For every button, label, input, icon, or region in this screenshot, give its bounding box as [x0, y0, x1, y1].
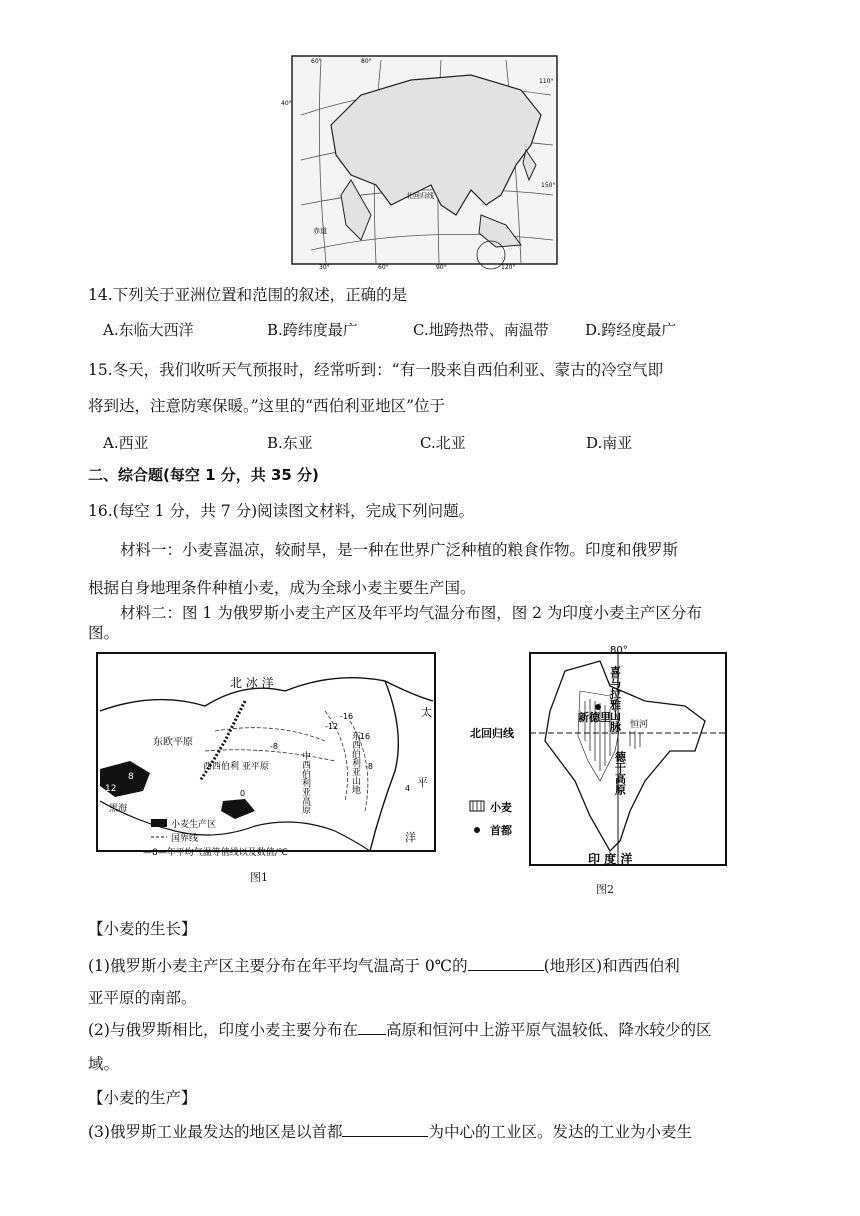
isotherm-value: -16: [340, 712, 354, 721]
q16-2-text-a: (2)与俄罗斯相比，印度小麦主要分布在: [88, 1021, 358, 1039]
material-2-line1: 材料二：图 1 为俄罗斯小麦主产区及年平均气温分布图，图 2 为印度小麦主产区分布: [120, 604, 702, 622]
pacific-label-1: 太: [421, 706, 432, 719]
lon-label: 30°: [319, 264, 330, 271]
arctic-ocean-label: 北 冰 洋: [230, 676, 274, 690]
isotherm-value: 12: [105, 784, 117, 794]
question-15-stem-line1: 15.冬天，我们收听天气预报时，经常听到：“有一股来自西伯利亚、蒙古的冷空气即: [88, 361, 664, 379]
q16-2-text-c: 域。: [88, 1055, 120, 1073]
east-siberia-label: 东西伯利亚山地: [350, 731, 360, 794]
isotherm-value: 8: [128, 772, 134, 782]
pacific-label-3: 洋: [405, 831, 416, 844]
lon-label: 150°: [541, 182, 556, 189]
section-production-header: 【小麦的生产】: [88, 1089, 197, 1107]
isotherm-value: -8: [365, 762, 373, 771]
q16-2-answer-blank[interactable]: [358, 1020, 386, 1035]
q14-option-b[interactable]: B.跨纬度最广: [267, 321, 358, 339]
tropic-label: 北回归线: [470, 727, 514, 740]
lon-label: 80°: [361, 58, 372, 65]
isotherm-value: 0: [240, 789, 246, 798]
map-label: 北回归线: [406, 192, 434, 200]
west-siberia-label: 西西伯利 亚平原: [203, 762, 269, 772]
q15-option-c[interactable]: C.北亚: [420, 434, 466, 452]
section-growth-header: 【小麦的生长】: [88, 920, 197, 938]
q16-3-text-a: (3)俄罗斯工业最发达的地区是以首都: [88, 1123, 343, 1141]
q16-1-text-a: (1)俄罗斯小麦主产区主要分布在年平均气温高于 0℃的: [88, 957, 468, 975]
meridian-label: 80°: [610, 645, 628, 656]
map-label: 赤道: [313, 227, 327, 235]
indian-ocean-label: 印 度 洋: [588, 852, 633, 866]
asia-map: [281, 55, 558, 271]
material-1-line2: 根据自身地理条件种植小麦，成为全球小麦主要生产国。: [88, 579, 476, 597]
isotherm-value: -16: [357, 732, 371, 741]
legend-capital-label: 首都: [490, 824, 512, 837]
q16-1-answer-blank[interactable]: [468, 956, 544, 971]
legend-wheat-label: 小麦: [490, 801, 512, 814]
himalaya-label: 喜马拉雅山脉: [608, 666, 622, 732]
east-europe-plain-label: 东欧平原: [153, 737, 193, 748]
question-16-1: [88, 954, 680, 976]
legend-isotherm-label: —8—年平均气温等值线以及数值/℃: [143, 848, 288, 858]
lon-label: 60°: [378, 264, 389, 271]
q14-option-c[interactable]: C.地跨热带、南温带: [413, 321, 549, 339]
lon-label: 60°: [311, 58, 322, 65]
figure-2-india-map: [470, 641, 730, 881]
isotherm-value: 4: [405, 784, 411, 793]
figure-2-caption: 图2: [596, 883, 614, 896]
q15-option-b[interactable]: B.东亚: [267, 434, 313, 452]
q14-option-a[interactable]: A.东临大西洋: [103, 321, 194, 339]
question-15-stem-line2: 将到达，注意防寒保暖。”这里的“西伯利亚地区”位于: [88, 397, 446, 415]
q15-option-d[interactable]: D.南亚: [586, 434, 633, 452]
lon-label: 110°: [539, 78, 554, 85]
ganges-label: 恒河: [630, 720, 649, 730]
question-16-3: [88, 1120, 692, 1142]
lon-label: 90°: [436, 264, 447, 271]
q16-2-text-b: 高原和恒河中上游平原气温较低、降水较少的区: [385, 1021, 712, 1039]
q16-3-answer-blank[interactable]: [342, 1122, 428, 1137]
q15-option-a[interactable]: A.西亚: [103, 434, 149, 452]
question-14-stem: 14.下列关于亚洲位置和范围的叙述，正确的是: [88, 286, 408, 304]
lon-label: 120°: [501, 264, 516, 271]
question-16-2: [88, 1018, 711, 1040]
delhi-label: 新德里: [578, 711, 611, 724]
pacific-label-2: 平: [417, 776, 428, 789]
legend-border-label: 国界线: [171, 834, 199, 844]
legend-wheat-label: 小麦生产区: [171, 820, 217, 830]
isotherm-value: -12: [325, 722, 339, 731]
q16-1-text-b: (地形区)和西西伯利: [543, 957, 680, 975]
black-sea-label: 黑海: [109, 804, 128, 814]
isotherm-value: -8: [270, 742, 278, 751]
material-2-line2: 图。: [88, 624, 120, 642]
material-1-line1: 材料一：小麦喜温凉，较耐旱，是一种在世界广泛种植的粮食作物。印度和俄罗斯: [120, 541, 679, 559]
deccan-label: 德干高原: [613, 751, 627, 795]
figure-1-russia-map: [95, 651, 440, 881]
q16-3-text-b: 为中心的工业区。发达的工业为小麦生: [428, 1123, 692, 1141]
lat-label: 40°: [281, 100, 292, 107]
q14-option-d[interactable]: D.跨经度最广: [585, 321, 677, 339]
section-2-title: 二、综合题(每空 1 分，共 35 分): [88, 466, 319, 484]
question-16-stem: 16.(每空 1 分，共 7 分)阅读图文材料，完成下列问题。: [88, 502, 475, 520]
figure-1-caption: 图1: [250, 871, 268, 884]
q16-1-text-c: 亚平原的南部。: [88, 989, 197, 1007]
central-siberia-label: 中西伯利亚高原: [300, 751, 310, 814]
